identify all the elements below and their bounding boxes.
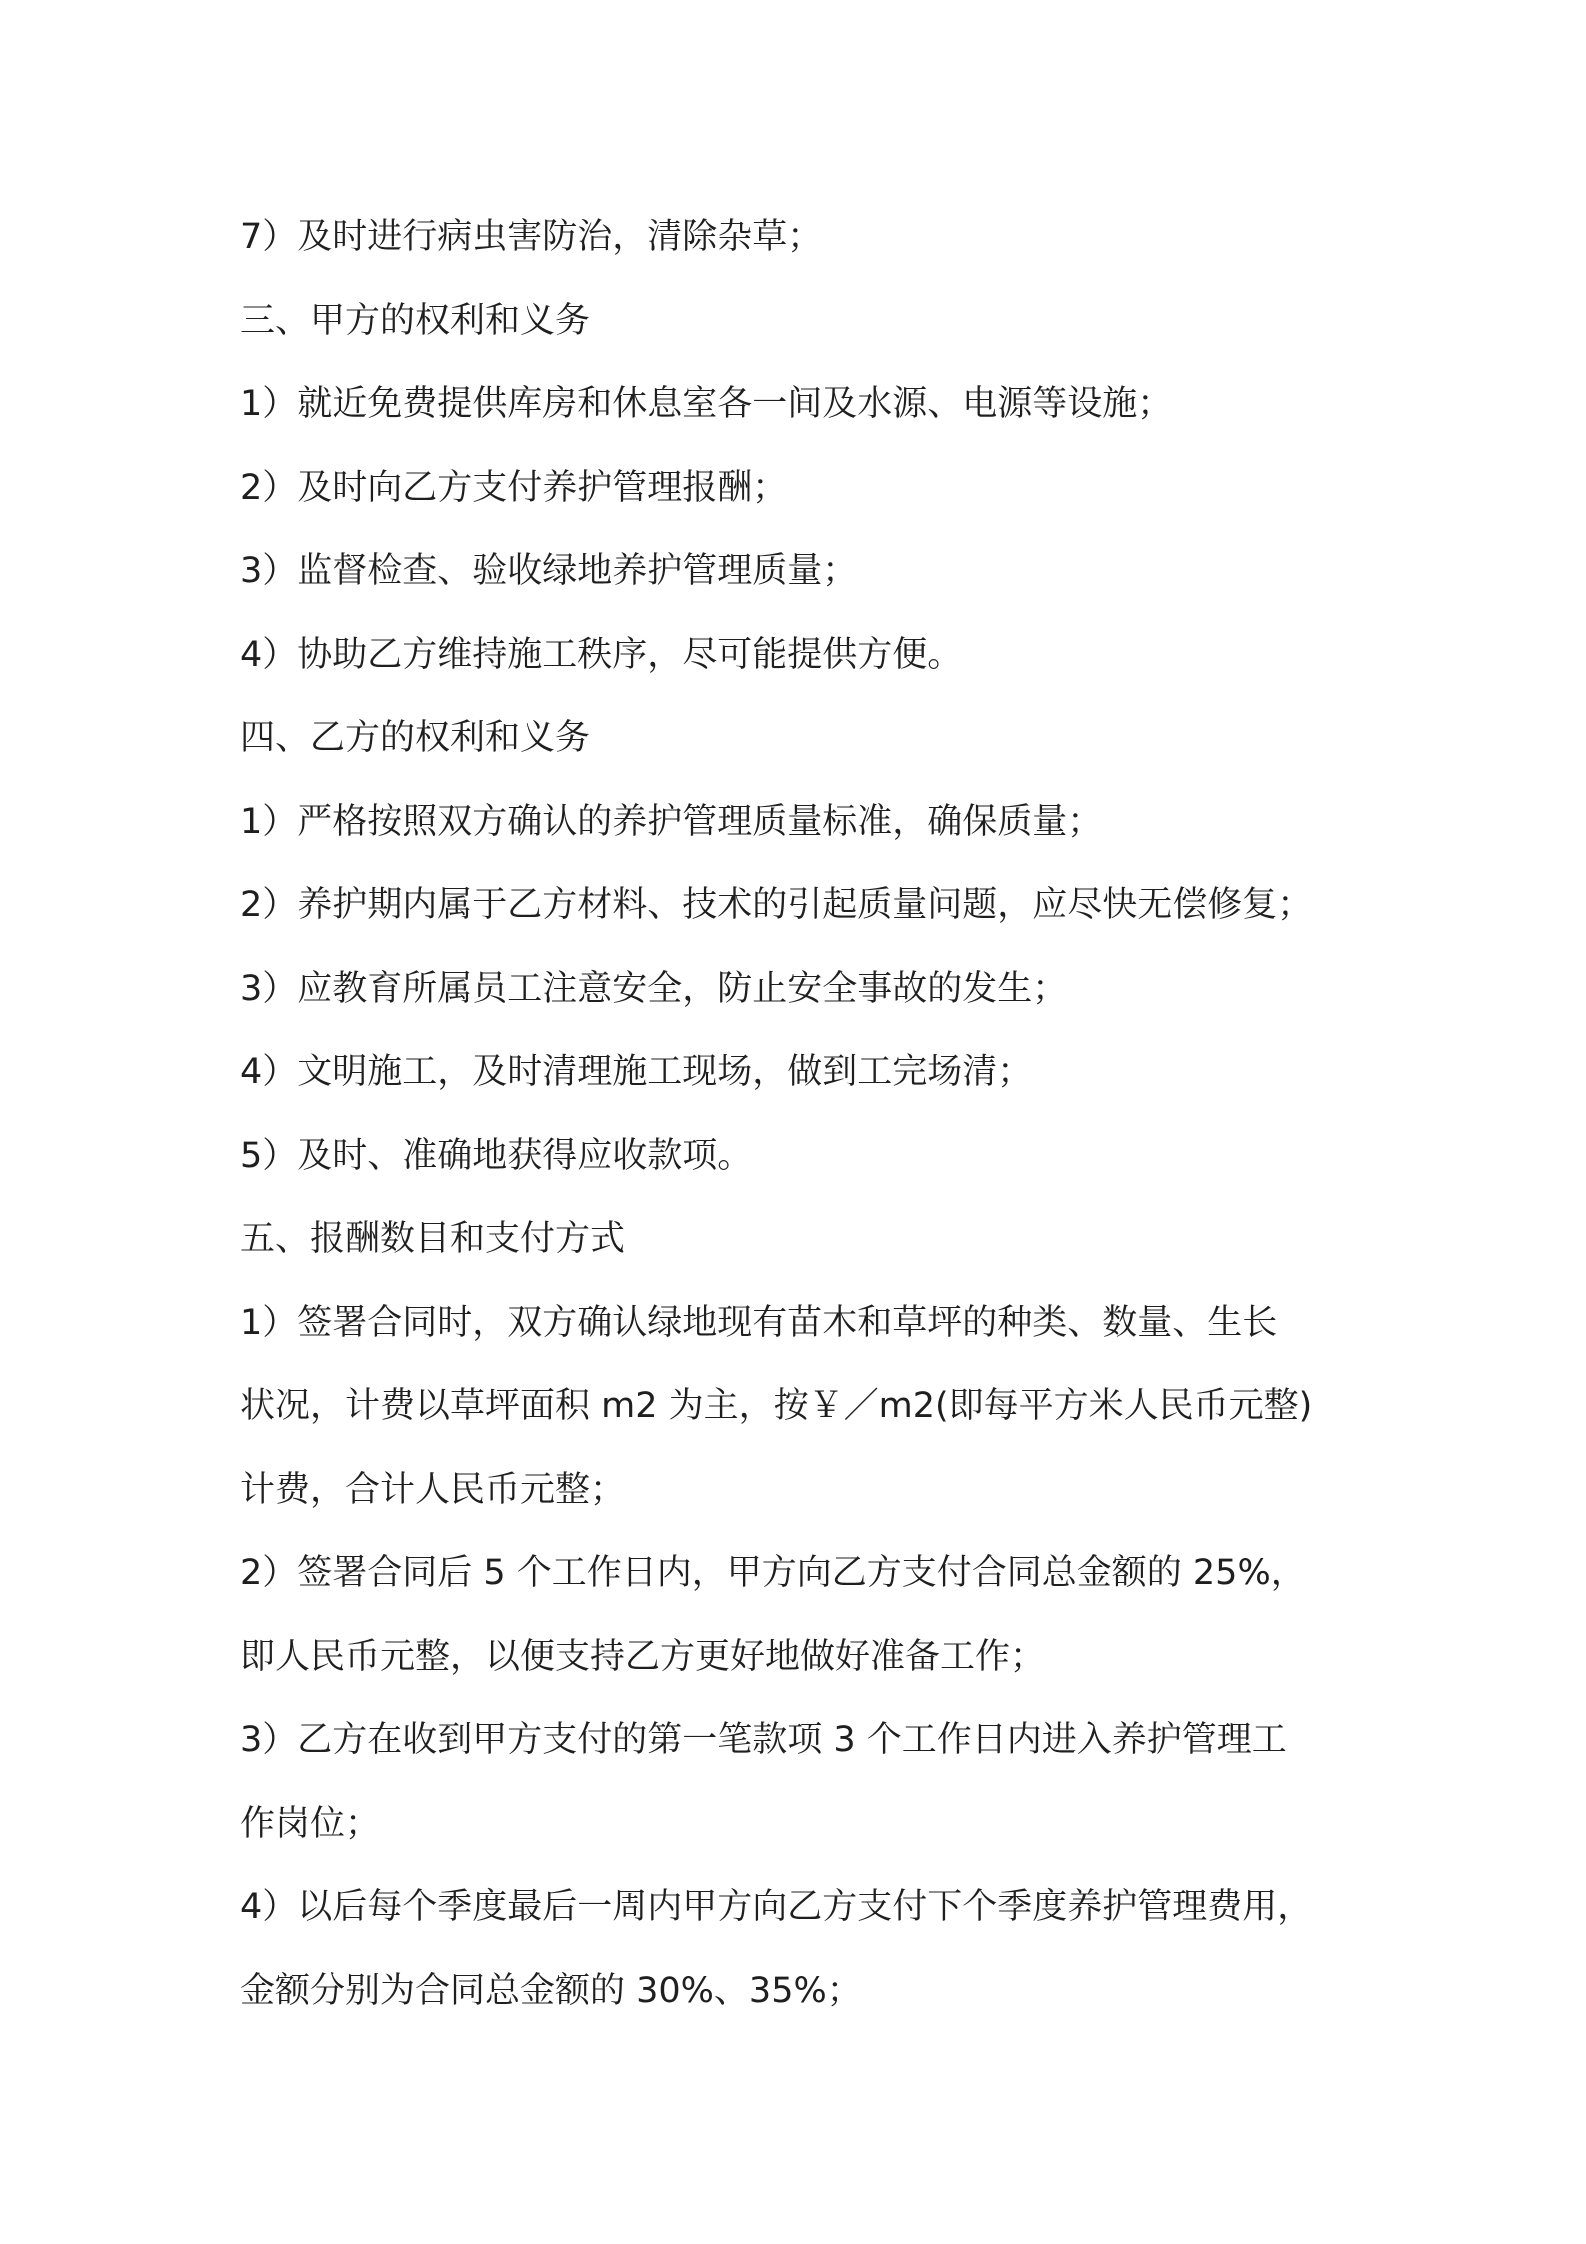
text-line-19: 3）乙方在收到甲方支付的第一笔款项 3 个工作日内进入养护管理工 — [240, 1720, 1287, 1760]
text-line-10: 3）应教育所属员工注意安全，防止安全事故的发生； — [240, 968, 1068, 1009]
text-line-6: 4）协助乙方维持施工秩序，尽可能提供方便。 — [240, 634, 963, 675]
text-line-3: 1）就近免费提供库房和休息室各一间及水源、电源等设施； — [240, 384, 1173, 424]
text-line-14: 1）签署合同时，双方确认绿地现有苗木和草坪的种类、数量、生长 — [240, 1302, 1278, 1343]
text-line-8: 1）严格按照双方确认的养护管理质量标准，确保质量； — [240, 801, 1103, 842]
section-heading-4: 四、乙方的权利和义务 — [240, 718, 591, 758]
text-line-12: 5）及时、准确地获得应收款项。 — [240, 1135, 753, 1176]
text-line-4: 2）及时向乙方支付养护管理报酬； — [240, 467, 788, 508]
text-line-20: 作岗位； — [240, 1803, 381, 1844]
section-heading-5: 五、报酬数目和支付方式 — [240, 1219, 626, 1259]
text-line-17: 2）签署合同后 5 个工作日内，甲方向乙方支付合同总金额的 25%， — [240, 1553, 1306, 1593]
text-line-11: 4）文明施工，及时清理施工现场，做到工完场清； — [240, 1052, 1033, 1092]
text-line-5: 3）监督检查、验收绿地养护管理质量； — [240, 551, 858, 591]
section-heading-3: 三、甲方的权利和义务 — [240, 300, 591, 341]
text-line-15: 状况，计费以草坪面积 m2 为主，按￥／m2(即每平方米人民币元整) — [240, 1386, 1313, 1426]
text-line-22: 金额分别为合同总金额的 30%、35%； — [240, 1970, 862, 2011]
document-body — [240, 196, 1370, 2033]
text-line-1: 7）及时进行病虫害防治，清除杂草； — [240, 217, 823, 257]
text-line-16: 计费，合计人民币元整； — [240, 1469, 626, 1510]
text-line-18: 即人民币元整，以便支持乙方更好地做好准备工作； — [240, 1636, 1046, 1677]
text-line-9: 2）养护期内属于乙方材料、技术的引起质量问题，应尽快无偿修复； — [240, 885, 1313, 925]
text-line-21: 4）以后每个季度最后一周内甲方向乙方支付下个季度养护管理费用， — [240, 1887, 1313, 1927]
